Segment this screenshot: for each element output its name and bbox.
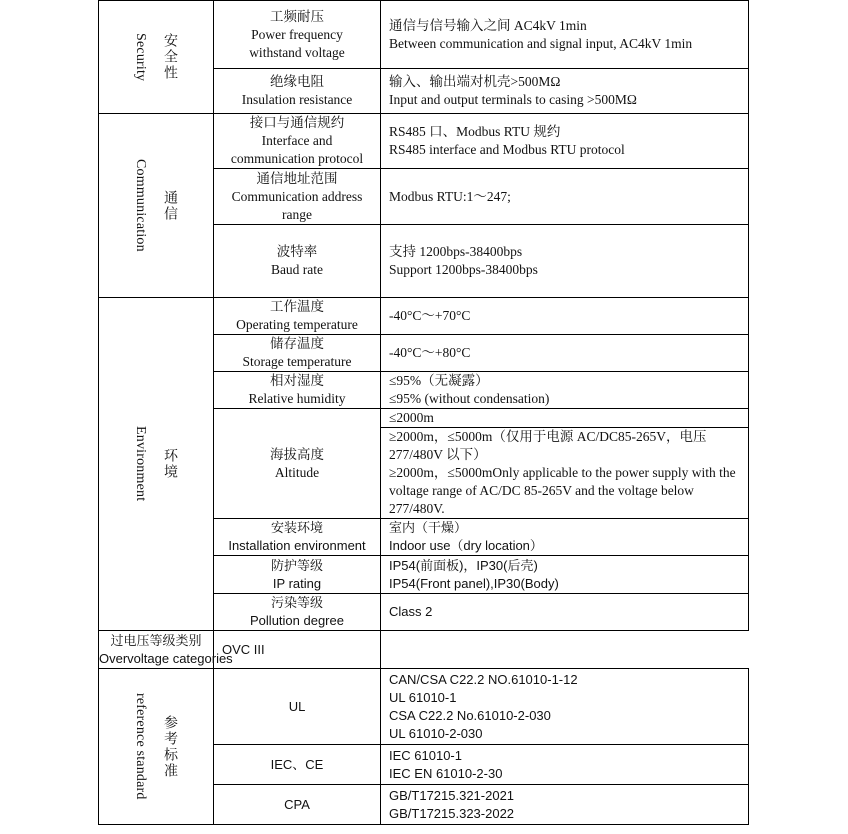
param-cell bbox=[214, 556, 381, 594]
value-cell bbox=[381, 225, 749, 298]
param-cn: 污染等级 bbox=[270, 595, 323, 610]
param-en: Overvoltage categories bbox=[99, 650, 233, 666]
value-cell bbox=[381, 298, 749, 335]
value-cn: 支持 1200bps-38400bps bbox=[389, 244, 523, 259]
value-en: IEC 61010-1 bbox=[389, 747, 462, 763]
value-cell bbox=[381, 69, 749, 114]
param-cell bbox=[214, 519, 381, 556]
value-cn: IP54(前面板)，IP30(后壳) bbox=[389, 557, 538, 573]
value-en: ≥2000m，≤5000mOnly applicable to the power supply with the voltage range of AC/DC 85-265V and the voltage below 277/480V. bbox=[389, 465, 736, 516]
value-cell bbox=[381, 669, 749, 745]
category-label-en: reference standard bbox=[133, 693, 148, 800]
category-communication bbox=[99, 114, 214, 298]
param-cell bbox=[214, 669, 381, 745]
param-cell bbox=[214, 114, 381, 169]
value-cn: 通信与信号输入之间 AC4kV 1min bbox=[389, 17, 587, 33]
param-cell bbox=[214, 409, 381, 519]
param-cn: 接口与通信规约 bbox=[249, 115, 345, 130]
table-row bbox=[99, 298, 749, 335]
value-en: Input and output terminals to casing >500MΩ bbox=[389, 92, 637, 107]
value-cell bbox=[381, 785, 749, 825]
category-label-en: Communication bbox=[133, 159, 148, 252]
param-cell bbox=[214, 335, 381, 372]
value-en: IP54(Front panel),IP30(Body) bbox=[389, 575, 559, 591]
param-en: communication protocol bbox=[230, 151, 364, 166]
param-en: CPA bbox=[284, 796, 310, 812]
param-en: Communication address bbox=[231, 188, 363, 204]
value-cell bbox=[381, 745, 749, 785]
value-en: -40°C～+80°C bbox=[389, 345, 471, 360]
param-cn: 相对湿度 bbox=[270, 373, 324, 388]
value-en: RS485 interface and Modbus RTU protocol bbox=[389, 142, 625, 157]
category-reference bbox=[99, 669, 214, 825]
value-cn: 输入、输出端对机壳>500MΩ bbox=[389, 74, 561, 89]
value-cell bbox=[381, 114, 749, 169]
value-en: Support 1200bps-38400bps bbox=[389, 262, 538, 277]
value-en: UL 61010-2-030 bbox=[389, 725, 483, 741]
param-cell bbox=[214, 1, 381, 69]
param-cn: 绝缘电阻 bbox=[270, 74, 324, 89]
param-en: Storage temperature bbox=[242, 354, 352, 369]
param-cell bbox=[214, 745, 381, 785]
value-en: GB/T17215.323-2022 bbox=[389, 805, 515, 821]
value-cn: 室内（干燥） bbox=[389, 520, 468, 535]
param-en: Interface and bbox=[261, 133, 333, 148]
category-label-cn: 安全性 bbox=[162, 33, 178, 81]
param-en: Power frequency bbox=[251, 26, 343, 42]
value-cell bbox=[381, 428, 749, 519]
param-en: Relative humidity bbox=[248, 391, 346, 406]
category-label-en: Security bbox=[133, 32, 148, 82]
value-en: UL 61010-1 bbox=[389, 689, 457, 705]
value-cell bbox=[381, 335, 749, 372]
category-label-cn: 环境 bbox=[162, 448, 178, 480]
value-cell bbox=[381, 556, 749, 594]
table-row bbox=[99, 669, 749, 745]
param-cell bbox=[214, 298, 381, 335]
param-cell bbox=[214, 69, 381, 114]
param-cell bbox=[214, 594, 381, 631]
value-cn: ≤95%（无凝露） bbox=[389, 373, 489, 388]
param-en: IEC、CE bbox=[270, 756, 324, 772]
param-en: Pollution degree bbox=[250, 613, 344, 628]
category-label-cn: 参考标准 bbox=[162, 714, 178, 779]
param-cell bbox=[214, 169, 381, 225]
value-en: IEC EN 61010-2-30 bbox=[389, 765, 503, 781]
category-label-en: Environment bbox=[133, 426, 148, 502]
param-cn: 工作温度 bbox=[270, 299, 324, 314]
param-en: range bbox=[282, 206, 312, 222]
value-cn: RS485 口、Modbus RTU 规约 bbox=[389, 124, 561, 139]
param-en: IP rating bbox=[272, 575, 322, 591]
value-cn: ≥2000m，≤5000m（仅用于电源 AC/DC85-265V，电压 277/480V 以下） bbox=[389, 429, 707, 462]
value-cell bbox=[214, 631, 381, 669]
table-row bbox=[99, 114, 749, 169]
value-en: OVC III bbox=[222, 641, 265, 657]
value-cell bbox=[381, 409, 749, 428]
category-label-cn: 通信 bbox=[162, 189, 178, 222]
value-cell bbox=[381, 1, 749, 69]
param-en: Installation environment bbox=[228, 538, 366, 553]
param-cn: 海拔高度 bbox=[270, 446, 324, 462]
table-row bbox=[99, 1, 749, 69]
param-en: Baud rate bbox=[270, 262, 324, 277]
value-cell bbox=[381, 169, 749, 225]
param-en: Operating temperature bbox=[236, 317, 358, 332]
value-en: ≤95% (without condensation) bbox=[389, 391, 550, 406]
param-cell bbox=[99, 631, 233, 669]
value-en: CAN/CSA C22.2 NO.61010-1-12 bbox=[389, 671, 578, 687]
param-cn: 波特率 bbox=[276, 244, 318, 259]
param-cn: 过电压等级类别 bbox=[110, 632, 202, 648]
param-cn: 储存温度 bbox=[270, 336, 324, 351]
param-cell bbox=[214, 225, 381, 298]
value-en: Between communication and signal input, AC4kV 1min bbox=[389, 35, 693, 51]
category-security bbox=[99, 1, 214, 114]
table-row bbox=[99, 631, 749, 669]
value-cell bbox=[381, 372, 749, 409]
value-en: Indoor use（dry location） bbox=[389, 538, 543, 553]
param-cn: 工频耐压 bbox=[270, 8, 324, 24]
value-cell bbox=[381, 519, 749, 556]
category-environment bbox=[99, 298, 214, 631]
value-en: Modbus RTU:1～247; bbox=[389, 188, 511, 204]
param-en: Insulation resistance bbox=[241, 92, 353, 107]
param-en: withstand voltage bbox=[249, 44, 345, 60]
value-en: -40°C～+70°C bbox=[389, 308, 471, 323]
value-en: ≤2000m bbox=[389, 410, 434, 425]
param-cn: 防护等级 bbox=[270, 557, 323, 573]
param-en: Altitude bbox=[274, 464, 320, 480]
value-en: CSA C22.2 No.61010-2-030 bbox=[389, 707, 551, 723]
value-cell bbox=[381, 594, 749, 631]
param-cn: 通信地址范围 bbox=[256, 170, 338, 186]
param-cell bbox=[214, 372, 381, 409]
param-cn: 安装环境 bbox=[270, 520, 323, 535]
value-en: GB/T17215.321-2021 bbox=[389, 787, 515, 803]
param-en: UL bbox=[288, 698, 306, 714]
param-cell bbox=[214, 785, 381, 825]
value-en: Class 2 bbox=[389, 604, 433, 619]
spec-table bbox=[98, 0, 749, 825]
